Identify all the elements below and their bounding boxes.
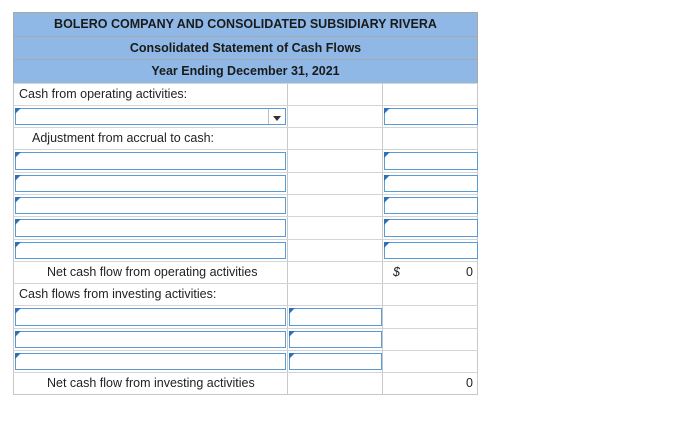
input-marker-icon: [384, 242, 390, 248]
input-marker-icon: [15, 108, 21, 114]
input-marker-icon: [15, 197, 21, 203]
input-marker-icon: [384, 152, 390, 158]
input-marker-icon: [289, 331, 295, 337]
investing-description-input[interactable]: [15, 308, 286, 325]
adjustment-description-input[interactable]: [15, 242, 286, 259]
operating-first-amount-input[interactable]: [384, 108, 478, 125]
input-marker-icon: [15, 331, 21, 337]
input-marker-icon: [15, 308, 21, 314]
investing-net-row: [13, 372, 478, 394]
input-marker-icon: [289, 353, 295, 359]
adjustment-label: Adjustment from accrual to cash:: [32, 131, 215, 146]
input-marker-icon: [384, 108, 390, 114]
investing-section-row: [13, 283, 478, 305]
investing-net-label: Net cash flow from investing activities: [47, 376, 255, 391]
period-title: Year Ending December 31, 2021: [13, 59, 478, 83]
input-marker-icon: [384, 197, 390, 203]
investing-net-value: 0: [466, 376, 473, 391]
adjustment-amount-input[interactable]: [384, 175, 478, 192]
cash-flow-worksheet: [13, 12, 478, 395]
investing-description-input[interactable]: [15, 353, 286, 370]
input-marker-icon: [384, 219, 390, 225]
adjustment-row: [13, 216, 478, 238]
adjustment-amount-input[interactable]: [384, 242, 478, 259]
statement-title: Consolidated Statement of Cash Flows: [13, 36, 478, 60]
investing-amount-input[interactable]: [289, 353, 382, 370]
input-marker-icon: [289, 308, 295, 314]
adjustment-row: [13, 239, 478, 261]
input-marker-icon: [384, 175, 390, 181]
investing-amount-input[interactable]: [289, 308, 382, 325]
company-title: BOLERO COMPANY AND CONSOLIDATED SUBSIDIARY RIVERA: [13, 12, 478, 36]
adjustment-description-input[interactable]: [15, 219, 286, 236]
chevron-down-icon[interactable]: [268, 109, 285, 124]
investing-row: [13, 328, 478, 350]
input-marker-icon: [15, 219, 21, 225]
investing-description-input[interactable]: [15, 331, 286, 348]
operating-net-row: [13, 261, 478, 283]
adjustment-description-input[interactable]: [15, 152, 286, 169]
adjustment-amount-input[interactable]: [384, 219, 478, 236]
investing-amount-input[interactable]: [289, 331, 382, 348]
adjustment-description-input[interactable]: [15, 197, 286, 214]
operating-first-line-row: [13, 105, 478, 127]
investing-row: [13, 350, 478, 372]
operating-section-row: [13, 83, 478, 105]
investing-row: [13, 305, 478, 327]
adjustment-amount-input[interactable]: [384, 197, 478, 214]
input-marker-icon: [15, 152, 21, 158]
operating-line-select[interactable]: [15, 108, 286, 125]
input-marker-icon: [15, 353, 21, 359]
adjustment-description-input[interactable]: [15, 175, 286, 192]
adjustment-label-row: [13, 127, 478, 149]
adjustment-row: [13, 194, 478, 216]
adjustment-row: [13, 172, 478, 194]
adjustment-amount-input[interactable]: [384, 152, 478, 169]
operating-net-value: 0: [466, 264, 473, 279]
operating-section-title: Cash from operating activities:: [19, 86, 188, 101]
input-marker-icon: [15, 242, 21, 248]
input-marker-icon: [15, 175, 21, 181]
adjustment-row: [13, 149, 478, 171]
currency-symbol: $: [393, 264, 400, 279]
operating-net-label: Net cash flow from operating activities: [47, 264, 258, 279]
investing-section-title: Cash flows from investing activities:: [19, 287, 217, 302]
